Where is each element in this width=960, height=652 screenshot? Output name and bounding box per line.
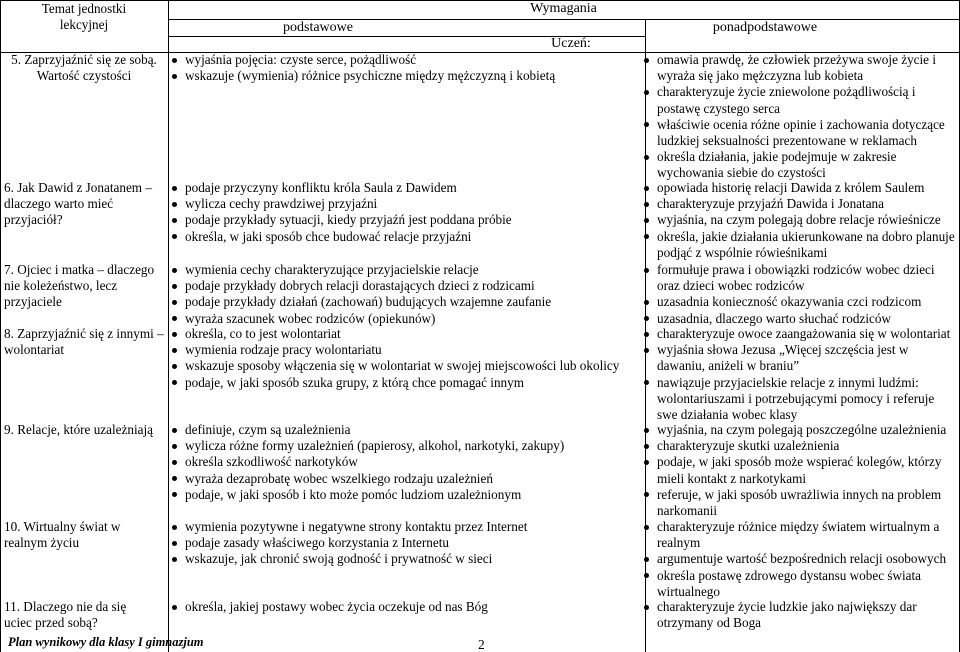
extended-list-5 <box>642 52 956 182</box>
list-item: wyjaśnia, na czym polegają dobre relacje rówieśnicze <box>642 212 956 228</box>
list-item: właściwie ocenia różne opinie i zachowania dotyczące ludzkiej seksualności prezentowane w reklamach <box>642 117 956 149</box>
list-item: wskazuje sposoby włączenia się w wolontariat w swojej miejscowości lub okolicy <box>170 358 642 374</box>
list-item: charakteryzuje owoce zaangażowania się w wolontariat <box>642 326 956 342</box>
extended-list-9 <box>642 422 956 519</box>
topic-7: 7. Ojciec i matka – dlaczego nie koleżeństwo, lecz przyjaciele <box>4 262 155 310</box>
list-item: charakteryzuje różnice między światem wirtualnym a realnym <box>642 519 956 551</box>
topic-5: 5. Zaprzyjaźnić się ze sobą. Wartość czystości <box>11 52 157 84</box>
list-item: podaje, w jaki sposób i kto może pomóc ludziom uzależnionym <box>170 487 642 503</box>
basic-list-8 <box>170 326 642 391</box>
topic-9: 9. Relacje, które uzależniają <box>4 422 154 437</box>
list-item: wymienia cechy charakteryzujące przyjacielskie relacje <box>170 262 642 278</box>
list-item: podaje przykłady sytuacji, kiedy przyjaźń jest poddana próbie <box>170 212 642 228</box>
list-item: referuje, w jaki sposób uwrażliwia innych na problem narkomanii <box>642 487 956 519</box>
list-item: wymienia pozytywne i negatywne strony kontaktu przez Internet <box>170 519 642 535</box>
extended-list-10 <box>642 519 956 600</box>
footer-plan-title: Plan wynikowy dla klasy I gimnazjum <box>8 635 204 649</box>
table-border-left <box>0 0 1 652</box>
list-item: wymienia rodzaje pracy wolontariatu <box>170 342 642 358</box>
list-item: wyjaśnia pojęcia: czyste serce, pożądliwość <box>170 52 642 68</box>
list-item: charakteryzuje skutki uzależnienia <box>642 438 956 454</box>
list-item: podaje przykłady działań (zachowań) budujących wzajemne zaufanie <box>170 294 642 310</box>
list-item: charakteryzuje życie ludzkie jako największy dar otrzymany od Boga <box>642 599 956 631</box>
list-item: charakteryzuje życie zniewolone pożądliwością i postawę czystego serca <box>642 84 956 116</box>
topic-11: 11. Dlaczego nie da się uciec przed sobą? <box>4 599 127 631</box>
list-item: opowiada historię relacji Dawida z królem Saulem <box>642 180 956 196</box>
list-item: określa, jakie działania ukierunkowane na dobro planuje podjąć z wspólnie rówieśnikami <box>642 229 956 261</box>
topic-8: 8. Zaprzyjaźnić się z innymi – wolontariat <box>4 326 164 358</box>
list-item: podaje przyczyny konfliktu króla Saula z Dawidem <box>170 180 642 196</box>
list-item: uzasadnia konieczność okazywania czci rodzicom <box>642 294 956 310</box>
header-requirements: Wymagania <box>530 1 597 16</box>
list-item: uzasadnia, dlaczego warto słuchać rodziców <box>642 311 956 327</box>
list-item: wyjaśnia, na czym polegają poszczególne uzależnienia <box>642 422 956 438</box>
extended-list-7 <box>642 262 956 327</box>
header-student: Uczeń: <box>551 36 591 51</box>
extended-list-6 <box>642 180 956 261</box>
list-item: określa, co to jest wolontariat <box>170 326 642 342</box>
list-item: określa postawę zdrowego dystansu wobec świata wirtualnego <box>642 568 956 600</box>
list-item: wskazuje, jak chronić swoją godność i prywatność w sieci <box>170 551 642 567</box>
list-item: wylicza różne formy uzależnień (papierosy, alkohol, narkotyki, zakupy) <box>170 438 642 454</box>
basic-list-10 <box>170 519 642 568</box>
list-item: określa, jakiej postawy wobec życia oczekuje od nas Bóg <box>170 599 642 615</box>
list-item: określa działania, jakie podejmuje w zakresie wychowania siebie do czystości <box>642 149 956 181</box>
list-item: podaje przykłady dobrych relacji dorastających dzieci z rodzicami <box>170 278 642 294</box>
topic-6: 6. Jak Dawid z Jonatanem – dlaczego warto mieć przyjaciół? <box>4 180 152 228</box>
header-topic: Temat jednostki lekcyjnej <box>41 1 127 33</box>
list-item: omawia prawdę, że człowiek przeżywa swoje życie i wyraża się jako mężczyzna lub kobieta <box>642 52 956 84</box>
list-item: argumentuje wartość bezpośrednich relacji osobowych <box>642 551 956 567</box>
list-item: określa, w jaki sposób chce budować relacje przyjaźni <box>170 229 642 245</box>
list-item: podaje zasady właściwego korzystania z Internetu <box>170 535 642 551</box>
table-divider-topic <box>168 0 169 652</box>
basic-list-7 <box>170 262 642 327</box>
list-item: podaje, w jaki sposób szuka grupy, z którą chce pomagać innym <box>170 375 642 391</box>
topic-10: 10. Wirtualny świat w realnym życiu <box>4 519 121 551</box>
basic-list-6 <box>170 180 642 245</box>
list-item: wyraża dezaprobatę wobec wszelkiego rodzaju uzależnień <box>170 471 642 487</box>
list-item: określa szkodliwość narkotyków <box>170 454 642 470</box>
extended-list-8 <box>642 326 956 423</box>
list-item: definiuje, czym są uzależnienia <box>170 422 642 438</box>
page-number: 2 <box>478 637 485 652</box>
list-item: wyraża szacunek wobec rodziców (opiekunów) <box>170 311 642 327</box>
basic-list-9 <box>170 422 642 503</box>
basic-list-5 <box>170 52 642 84</box>
list-item: podaje, w jaki sposób może wspierać kolegów, którzy mieli kontakt z narkotykami <box>642 454 956 486</box>
list-item: wskazuje (wymienia) różnice psychiczne między mężczyzną i kobietą <box>170 68 642 84</box>
basic-list-11 <box>170 599 642 615</box>
header-extended: ponadpodstawowe <box>712 20 818 35</box>
list-item: formułuje prawa i obowiązki rodziców wobec dzieci oraz dzieci wobec rodziców <box>642 262 956 294</box>
list-item: nawiązuje przyjacielskie relacje z innymi ludźmi: wolontariuszami i potrzebującymi pomocy i referuje swe działania wobec klasy <box>642 375 956 424</box>
list-item: charakteryzuje przyjaźń Dawida i Jonatana <box>642 196 956 212</box>
list-item: wylicza cechy prawdziwej przyjaźni <box>170 196 642 212</box>
list-item: wyjaśnia słowa Jezusa „Więcej szczęścia jest w dawaniu, aniżeli w braniu” <box>642 342 956 374</box>
header-basic: podstawowe <box>283 20 353 35</box>
extended-list-11 <box>642 599 956 631</box>
